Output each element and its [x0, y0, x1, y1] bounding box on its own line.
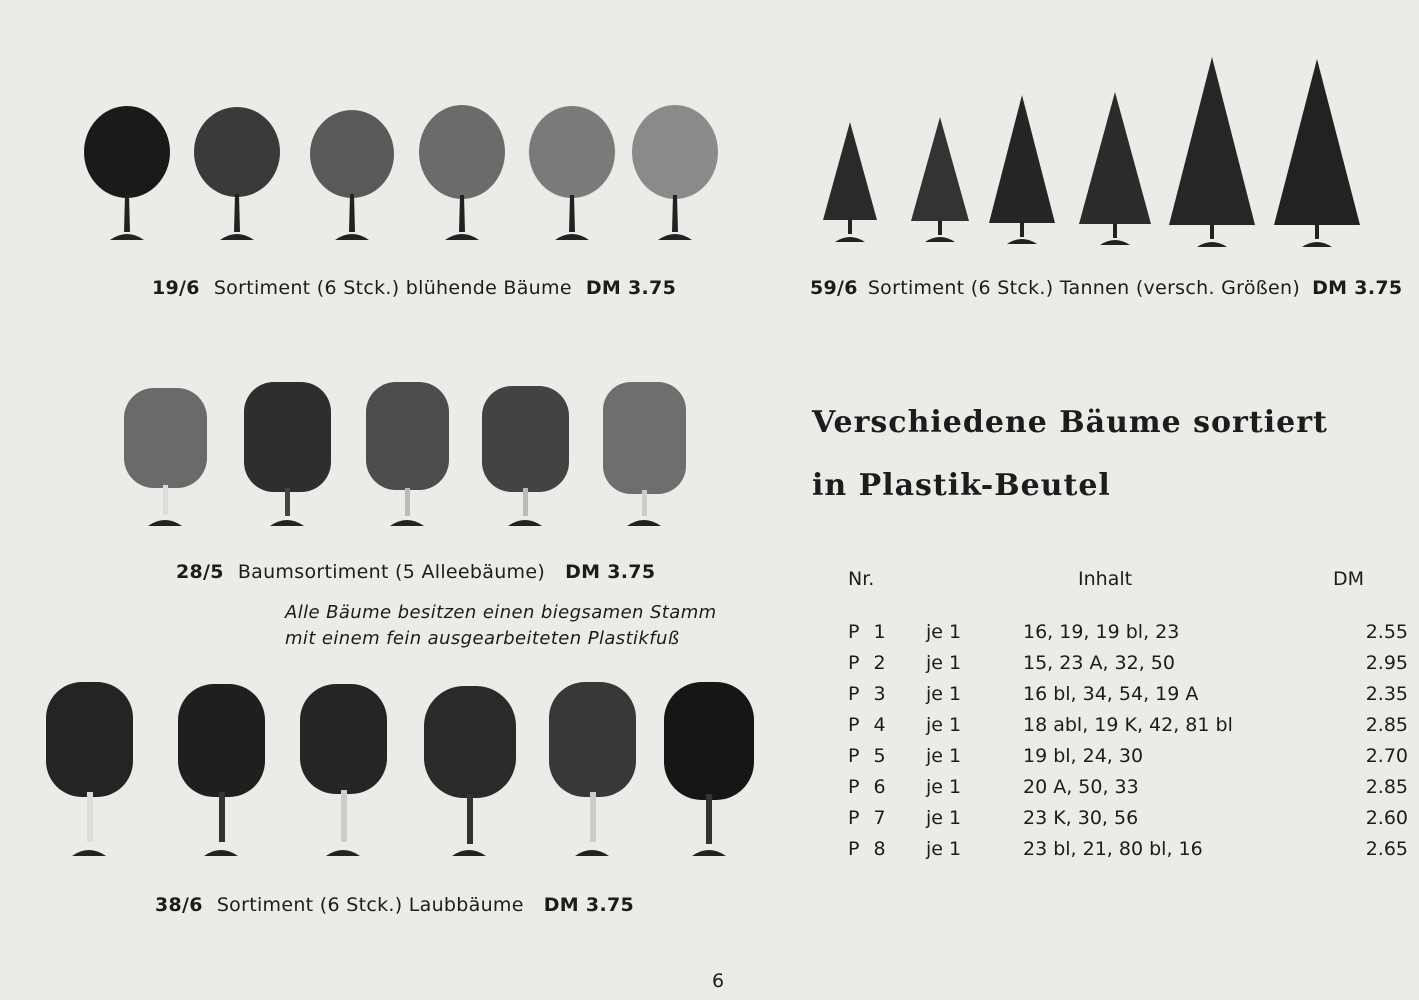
cell-je: je 1 [926, 837, 962, 860]
table-row [848, 802, 1408, 833]
column-header-nr: Nr. [848, 568, 875, 590]
price-table [848, 564, 1408, 864]
article-description: Sortiment (6 Stck.) blühende Bäume [213, 277, 572, 299]
article-code: 38/6 [155, 894, 203, 916]
table-row [848, 833, 1408, 864]
note-line: mit einem fein ausgearbeiteten Plastikfuß [285, 628, 680, 649]
cell-dm: 2.55 [1365, 620, 1408, 643]
cell-je: je 1 [926, 744, 962, 767]
article-code: 59/6 [810, 277, 858, 299]
cell-inhalt: 16 bl, 34, 54, 19 A [1023, 682, 1199, 705]
cell-dm: 2.60 [1365, 806, 1408, 829]
tree-image [420, 684, 520, 860]
cell-inhalt: 19 bl, 24, 30 [1023, 744, 1144, 767]
cell-dm: 2.65 [1365, 837, 1408, 860]
cell-je: je 1 [926, 806, 962, 829]
cell-dm: 2.85 [1365, 775, 1408, 798]
cell-nr: P 8 [848, 837, 890, 860]
article-price: DM 3.75 [1312, 277, 1403, 299]
cell-je: je 1 [926, 620, 962, 643]
table-header-row [848, 564, 1408, 616]
headline-line-1: Verschiedene Bäume sortiert [812, 405, 1328, 440]
cell-je: je 1 [926, 775, 962, 798]
column-header-je [926, 564, 1023, 616]
caption-tannen [810, 277, 1402, 299]
cell-je: je 1 [926, 682, 962, 705]
cell-inhalt: 20 A, 50, 33 [1023, 775, 1139, 798]
cell-inhalt: 18 abl, 19 K, 42, 81 bl [1023, 713, 1233, 736]
tree-image [296, 682, 391, 860]
note-line: Alle Bäume besitzen einen biegsamen Stamm [285, 602, 717, 623]
cell-je: je 1 [926, 651, 962, 674]
column-header-inhalt: Inhalt [1078, 568, 1133, 590]
article-price: DM 3.75 [585, 277, 677, 299]
table-row [848, 616, 1408, 647]
table-row [848, 709, 1408, 740]
table-row [848, 647, 1408, 678]
table-row [848, 740, 1408, 771]
price-table-body [848, 616, 1408, 864]
table-row [848, 678, 1408, 709]
caption-allee [176, 561, 655, 583]
table-row [848, 771, 1408, 802]
tree-image [545, 680, 640, 860]
tree-image [174, 682, 269, 860]
cell-nr: P 3 [848, 682, 890, 705]
article-code: 19/6 [152, 277, 200, 299]
page-number: 6 [712, 970, 725, 992]
cell-nr: P 2 [848, 651, 890, 674]
article-code: 28/5 [176, 561, 224, 583]
article-price: DM 3.75 [565, 561, 656, 583]
column-header-dm: DM [1333, 568, 1365, 590]
article-description: Baumsortiment (5 Alleebäume) [237, 561, 546, 583]
caption-laub [155, 894, 634, 916]
cell-nr: P 5 [848, 744, 890, 767]
cell-dm: 2.85 [1365, 713, 1408, 736]
cell-dm: 2.35 [1365, 682, 1408, 705]
headline-line-2: in Plastik-Beutel [812, 468, 1111, 503]
article-price: DM 3.75 [543, 894, 635, 916]
cell-inhalt: 23 bl, 21, 80 bl, 16 [1023, 837, 1203, 860]
article-description: Sortiment (6 Stck.) Tannen (versch. Größen) [867, 277, 1301, 299]
cell-je: je 1 [926, 713, 962, 736]
cell-dm: 2.95 [1365, 651, 1408, 674]
tree-image [42, 680, 137, 860]
cell-inhalt: 15, 23 A, 32, 50 [1023, 651, 1175, 674]
cell-dm: 2.70 [1365, 744, 1408, 767]
cell-inhalt: 16, 19, 19 bl, 23 [1023, 620, 1180, 643]
cell-nr: P 6 [848, 775, 890, 798]
cell-nr: P 7 [848, 806, 890, 829]
cell-nr: P 4 [848, 713, 890, 736]
cell-nr: P 1 [848, 620, 890, 643]
caption-bluehend [152, 277, 676, 299]
cell-inhalt: 23 K, 30, 56 [1023, 806, 1139, 829]
product-note [285, 600, 745, 652]
tree-image [660, 680, 758, 860]
article-description: Sortiment (6 Stck.) Laubbäume [216, 894, 524, 916]
